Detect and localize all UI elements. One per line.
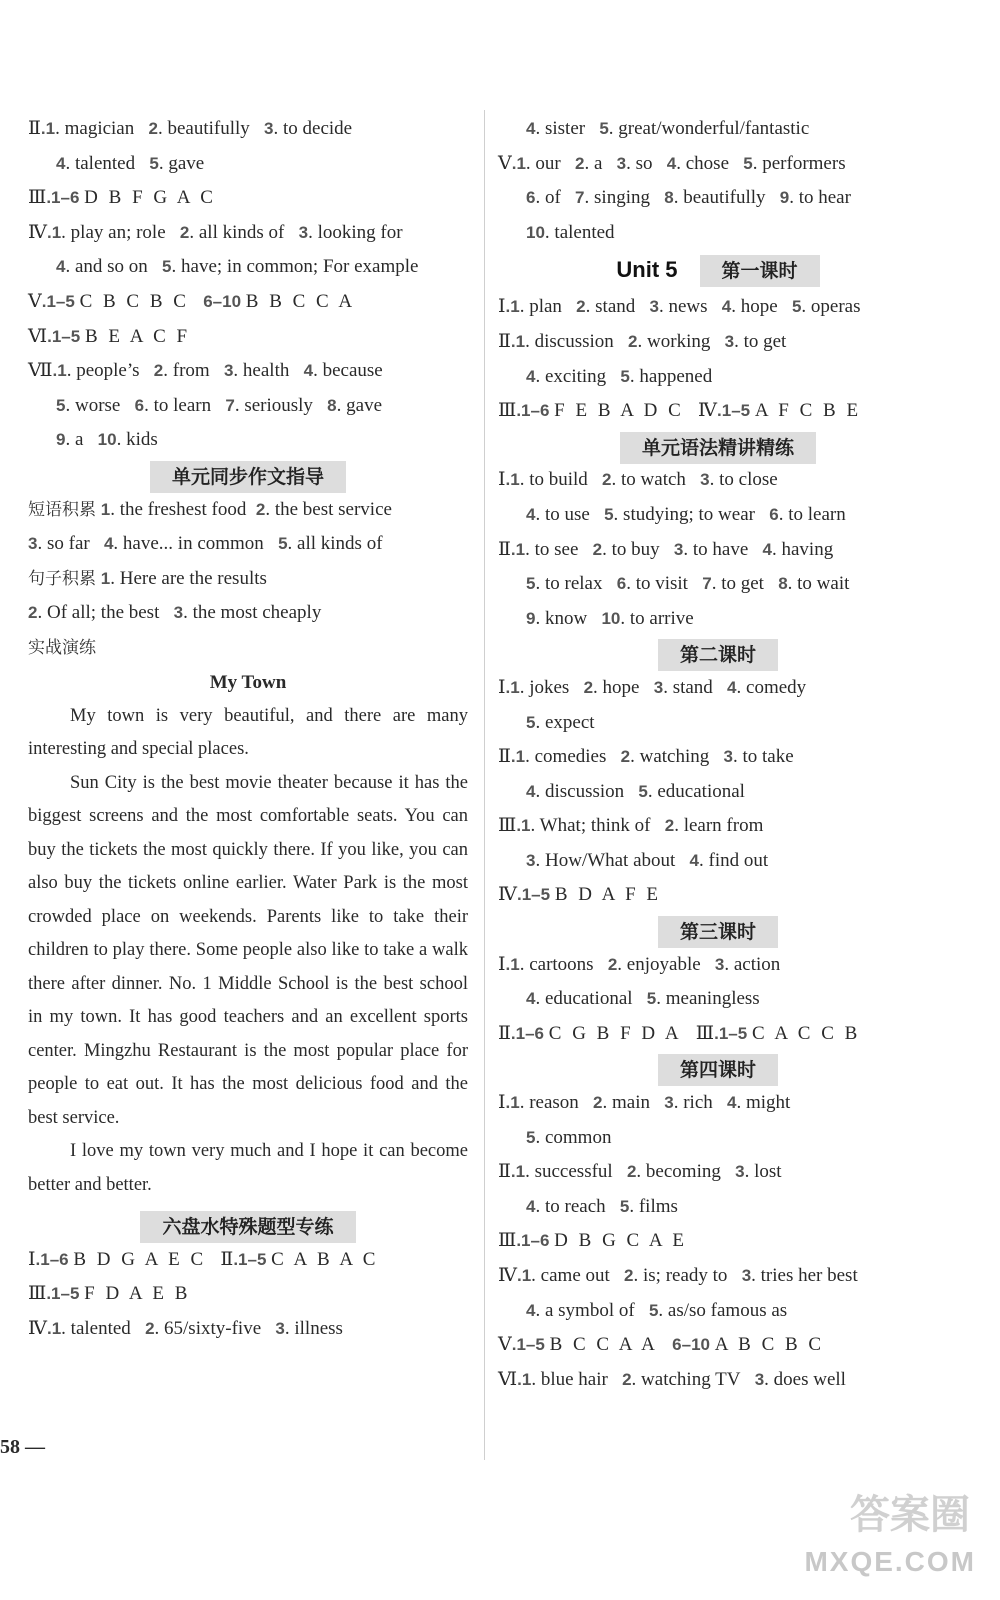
answer-line: Ⅱ.1–6 C G B F D A Ⅲ.1–5 C A C C B [498, 1022, 861, 1044]
answer-line: Ⅱ.1. discussion 2. working 3. to get [498, 330, 787, 352]
answer-line: Ⅳ.1. talented 2. 65/sixty-five 3. illness [28, 1317, 343, 1339]
answer-line: Ⅲ.1–6 D B G C A E [498, 1230, 687, 1252]
answer-line: 5. worse 6. to learn 7. seriously 8. gave [56, 394, 383, 416]
answer-line: 4. educational 5. meaningless [526, 988, 760, 1010]
answer-line: Ⅶ.1. people’s 2. from 3. health 4. because [28, 360, 383, 382]
watermark-logo: 答案圈 [850, 1492, 970, 1538]
unit-title: Unit 5 [616, 257, 678, 283]
answer-line: 4. a symbol of 5. as/so famous as [526, 1299, 788, 1321]
answer-line: 4. exciting 5. happened [526, 365, 713, 387]
answer-line: Ⅱ.1. to see 2. to buy 3. to have 4. having [498, 538, 834, 560]
banner-writing: 单元同步作文指导 [150, 461, 346, 493]
section-banner [498, 913, 938, 948]
section-banner [498, 1051, 938, 1086]
answer-line: 句子积累 1. Here are the results [28, 567, 267, 589]
banner-grammar: 单元语法精讲精练 [620, 432, 816, 464]
answer-line: Ⅴ.1–5 B C C A A 6–10 A B C B C [498, 1334, 825, 1356]
section-banner [498, 636, 938, 671]
answer-line: 5. common [526, 1126, 612, 1148]
banner-lesson-3: 第三课时 [658, 916, 778, 948]
essay-paragraph: My town is very beautiful, and there are many interesting and special places. [28, 705, 468, 759]
answer-line: Ⅲ.1–6 D B F G A C [28, 187, 216, 209]
answer-line: 4. and so on 5. have; in common; For example [56, 256, 419, 278]
answer-line: 4. sister 5. great/wonderful/fantastic [526, 118, 810, 139]
answer-line: Ⅰ.1. cartoons 2. enjoyable 3. action [498, 953, 781, 975]
answer-line: 4. to use 5. studying; to wear 6. to learn [526, 503, 846, 525]
page-number: 58 — [0, 1436, 45, 1458]
answer-line: 9. a 10. kids [56, 429, 158, 451]
answer-line: Ⅰ.1. jokes 2. hope 3. stand 4. comedy [498, 676, 807, 698]
answer-line: Ⅱ.1. magician 2. beautifully 3. to decide [28, 118, 353, 139]
practice-label: 实战演练 [28, 637, 96, 658]
essay-paragraph: Sun City is the best movie theater because it has the biggest screens and the most comfortable seats. You can buy the tickets the most quickly there. If you like, you can also buy the tickets online earlier. Water Park is the most crowded place on weekends. Parents like to take their children to play there. Some people also like to take a walk there after dinner. No. 1 Middle School is the best school in my town. It has good teachers and an excellent sports center. Mingzhu Restaurant is the most popular place for people to eat out. It has the most delicious food and the best service. [28, 772, 468, 1128]
essay-title: My Town [209, 671, 287, 693]
answer-line: Ⅰ.1. plan 2. stand 3. news 4. hope 5. operas [498, 296, 861, 318]
answer-line: Ⅴ.1. our 2. a 3. so 4. chose 5. performers [498, 152, 846, 174]
answer-line: 9. know 10. to arrive [526, 607, 694, 629]
answer-line: Ⅲ.1. What; think of 2. learn from [498, 815, 764, 837]
right-column [498, 112, 938, 1397]
answer-line: 4. to reach 5. films [526, 1195, 678, 1217]
answer-line: Ⅴ.1–5 C B C B C 6–10 B B C C A [28, 290, 356, 312]
answer-line: Ⅵ.1. blue hair 2. watching TV 3. does well [498, 1368, 846, 1390]
answer-line: 2. Of all; the best 3. the most cheaply [28, 602, 322, 624]
essay-paragraph: I love my town very much and I hope it can become better and better. [28, 1141, 468, 1195]
section-banner [28, 458, 468, 493]
answer-line: Ⅵ.1–5 B E A C F [28, 325, 191, 347]
answer-line: Ⅰ.1–6 B D G A E C Ⅱ.1–5 C A B A C [28, 1248, 379, 1270]
banner-special: 六盘水特殊题型专练 [140, 1211, 355, 1243]
answer-line: Ⅰ.1. reason 2. main 3. rich 4. might [498, 1092, 791, 1114]
column-divider [484, 110, 485, 1460]
answer-line: 5. to relax 6. to visit 7. to get 8. to wait [526, 573, 850, 595]
banner-lesson-4: 第四课时 [658, 1054, 778, 1086]
answer-line: 4. discussion 5. educational [526, 780, 745, 802]
answer-line: 4. talented 5. gave [56, 152, 205, 174]
answer-line: 5. expect [526, 711, 595, 733]
left-column [28, 112, 468, 1346]
answer-line: Ⅲ.1–5 F D A E B [28, 1283, 191, 1305]
answer-line: Ⅱ.1. comedies 2. watching 3. to take [498, 746, 794, 768]
unit-header [498, 250, 938, 290]
watermark-text: MXQE.COM [804, 1546, 976, 1577]
answer-line: Ⅳ.1. came out 2. is; ready to 3. tries her best [498, 1265, 858, 1286]
answer-line: 10. talented [526, 221, 615, 243]
answer-line: Ⅰ.1. to build 2. to watch 3. to close [498, 469, 778, 491]
answer-line: 6. of 7. singing 8. beautifully 9. to hear [526, 187, 851, 209]
answer-line: Ⅱ.1. successful 2. becoming 3. lost [498, 1161, 782, 1183]
banner-lesson-1: 第一课时 [700, 255, 820, 287]
answer-line: 短语积累 1. the freshest food 2. the best service [28, 498, 392, 520]
answer-line: Ⅳ.1–5 B D A F E [498, 884, 662, 906]
answer-line: Ⅲ.1–6 F E B A D C Ⅳ.1–5 A F C B E [498, 400, 862, 422]
answer-line: Ⅳ.1. play an; role 2. all kinds of 3. looking for [28, 221, 403, 243]
essay-body [28, 700, 468, 1203]
answer-line: 3. How/What about 4. find out [526, 849, 769, 871]
section-banner [28, 1208, 468, 1243]
section-banner [498, 429, 938, 464]
answer-line: 3. so far 4. have... in common 5. all kinds of [28, 533, 383, 555]
banner-lesson-2: 第二课时 [658, 639, 778, 671]
